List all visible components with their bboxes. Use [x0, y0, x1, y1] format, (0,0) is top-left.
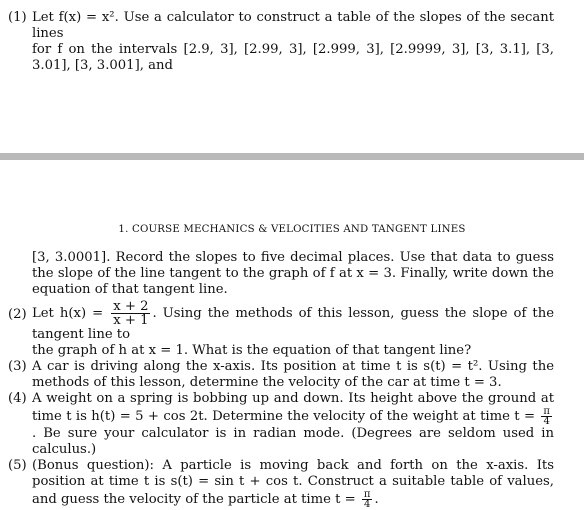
- problem-4-text-b: . Be sure your calculator is in radian mode. (Degrees are seldom used in calculus.): [32, 426, 554, 457]
- fraction-denominator: x + 1: [113, 313, 149, 328]
- problem-3-text: A car is driving along the x-axis. Its position at time t is s(t) = t². Using the methods of this lesson, determine the velocity of the car at time t = 3.: [32, 359, 554, 390]
- problem-1-line-1: Let f(x) = x². Use a calculator to construct a table of the slopes of the secant lines: [32, 10, 554, 41]
- problem-1: [0, 10, 584, 74]
- problem-5-text-a: (Bonus question): A particle is moving back and forth on the x-axis. Its position at time t is s(t) = sin t + cos t. Construct a suitable table of values, and guess the velocity of the particle at time t =: [32, 458, 554, 507]
- fraction-numerator: π: [363, 489, 371, 500]
- page-bottom: [0, 160, 584, 510]
- problem-4: [0, 391, 584, 458]
- page-top: [0, 0, 584, 150]
- fraction-denominator: 4: [543, 416, 550, 427]
- fraction: [111, 300, 150, 327]
- problem-2-suffix: . Using the methods of this lesson, guess the slope of the tangent line to: [32, 306, 554, 342]
- problem-number: (5): [8, 458, 27, 473]
- problem-5-text-b: .: [374, 492, 379, 507]
- problem-1-line-2: for f on the intervals [2.9, 3], [2.99, 3], [2.999, 3], [2.9999, 3], [3, 3.1], [3, 3.01], [3, 3.001], and: [32, 42, 554, 73]
- fraction-numerator: π: [543, 406, 550, 417]
- page-divider: [0, 153, 584, 160]
- problem-number: (3): [8, 359, 27, 374]
- problem-2-line-2: the graph of h at x = 1. What is the equation of that tangent line?: [32, 343, 472, 358]
- problem-number: (2): [8, 307, 27, 322]
- problem-2: [0, 298, 584, 359]
- problem-3: [0, 359, 584, 391]
- running-header: 1. COURSE MECHANICS & VELOCITIES AND TANGENT LINES: [118, 224, 466, 235]
- fraction: [541, 407, 552, 426]
- fraction-numerator: x + 2: [113, 299, 149, 314]
- problem-number: (1): [8, 10, 27, 25]
- problem-2-prefix: Let h(x) =: [32, 306, 104, 321]
- problem-1-continued: [3, 3.0001]. Record the slopes to five decimal places. Use that data to guess the slope of the line tangent to the graph of f at x = 3. Finally, write down the equation of that tangent line.: [32, 250, 554, 297]
- fraction: [362, 490, 373, 509]
- problem-list: [0, 250, 584, 509]
- problem-4-text-a: A weight on a spring is bobbing up and down. Its height above the ground at time t is h(t) = 5 + cos 2t. Determine the velocity of the weight at time t =: [32, 391, 554, 424]
- problem-number: (4): [8, 391, 27, 406]
- fraction-denominator: 4: [363, 499, 371, 510]
